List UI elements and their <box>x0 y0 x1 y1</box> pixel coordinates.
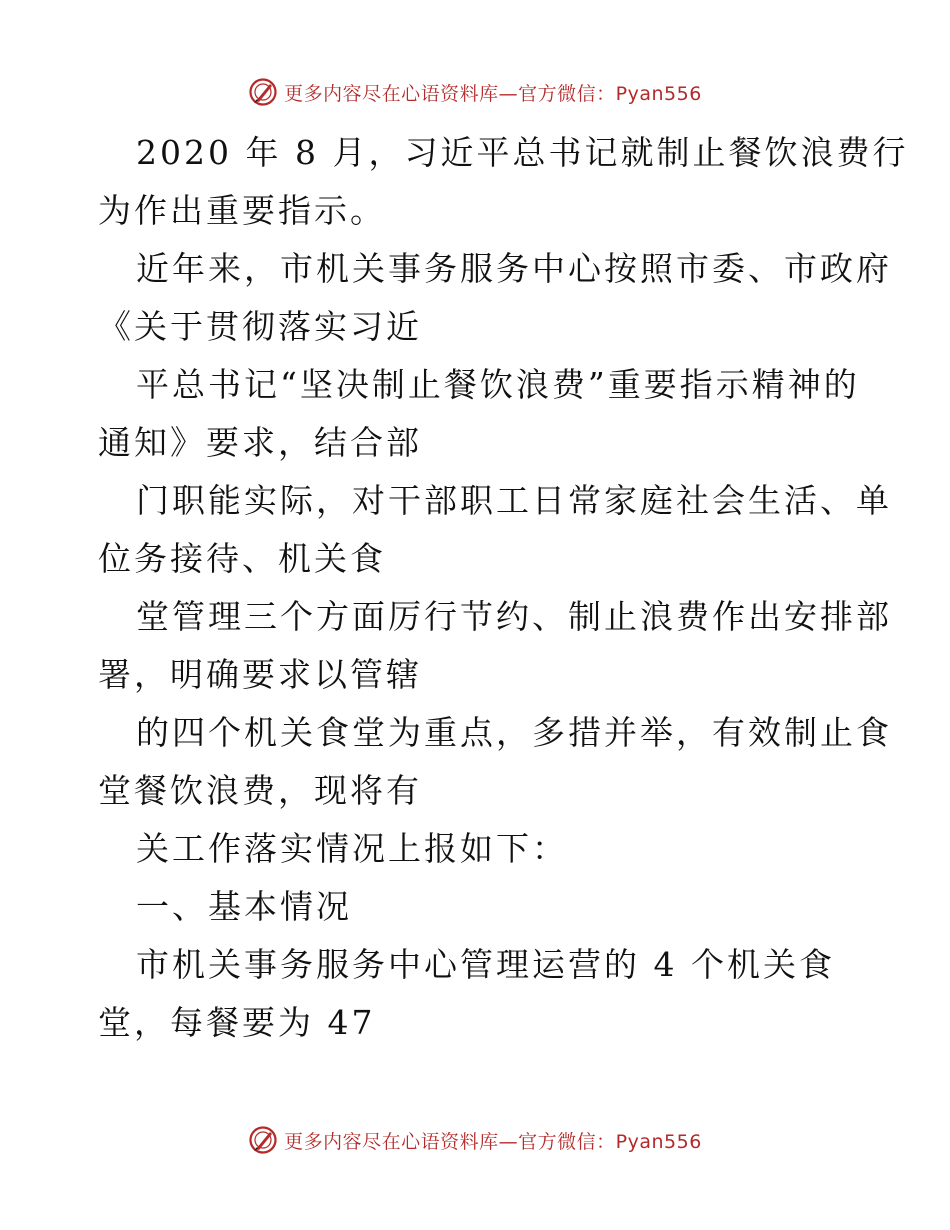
banner-text: 更多内容尽在心语资料库—官方微信：Pyan556 <box>284 1130 702 1153</box>
header-banner <box>0 72 950 112</box>
text-line-5: 平总书记“坚决制止餐饮浪费”重要指示精神的 <box>136 365 860 404</box>
text-line-2: 为作出重要指示。 <box>98 191 386 230</box>
text-line-11: 的四个机关食堂为重点，多措并举，有效制止食 <box>136 713 892 752</box>
text-line-12: 堂餐饮浪费，现将有 <box>98 771 422 810</box>
section-heading: 一、基本情况 <box>136 887 352 926</box>
footer-banner <box>0 1120 950 1160</box>
banner-text: 更多内容尽在心语资料库—官方微信：Pyan556 <box>284 82 702 105</box>
wechat-id: Pyan556 <box>615 1130 702 1153</box>
text-line-15: 市机关事务服务中心管理运营的 4 个机关食 <box>136 945 835 984</box>
text-line-4: 《关于贯彻落实习近 <box>98 307 422 346</box>
text-line-9: 堂管理三个方面厉行节约、制止浪费作出安排部 <box>136 597 892 636</box>
quill-pen-logo-icon <box>248 1125 278 1155</box>
text-line-13: 关工作落实情况上报如下： <box>136 829 568 868</box>
wechat-id: Pyan556 <box>615 82 702 105</box>
quill-pen-logo-icon <box>248 77 278 107</box>
text-line-8: 位务接待、机关食 <box>98 539 386 578</box>
text-line-16: 堂，每餐要为 47 <box>98 1003 376 1042</box>
text-line-3: 近年来，市机关事务服务中心按照市委、市政府 <box>136 249 892 288</box>
document-body <box>98 124 909 1052</box>
text-line-10: 署，明确要求以管辖 <box>98 655 422 694</box>
text-line-7: 门职能实际，对干部职工日常家庭社会生活、单 <box>136 481 892 520</box>
text-line-1: 2020 年 8 月，习近平总书记就制止餐饮浪费行 <box>136 133 909 172</box>
text-line-6: 通知》要求，结合部 <box>98 423 422 462</box>
